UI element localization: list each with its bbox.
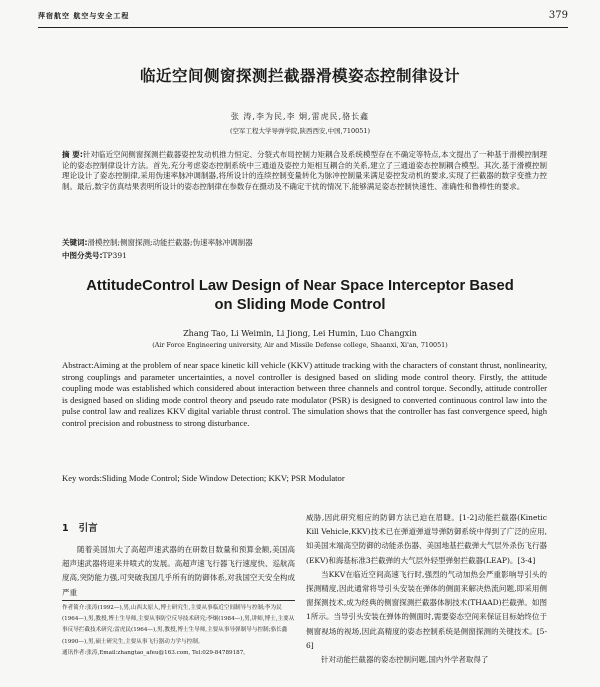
abstract-english-label: Abstract: bbox=[62, 360, 94, 370]
body-paragraph: 当KKV在临近空间高速飞行时,强烈的气动加热会严重影响导引头的探测精度,因此通常将导引头安装在弹体的侧面来解决热流问题,即采用侧窗探测技术,成为经典的侧窗探测拦截器体制技术(THAAD)拦截弹。如图1所示。当导引头安装在弹体的侧面时,需要姿态空间来保证目标始终位于侧窗视场的视场,因此高精度的姿态控制系统是侧窗探测的关键技术。[5-6] bbox=[306, 569, 547, 650]
section-heading bbox=[62, 520, 98, 534]
authors-chinese: 张 涛,李为民,李 炯,雷虎民,骆长鑫 bbox=[230, 112, 370, 121]
footnote-bio: 作者简介:张涛(1992—),男,山西太原人,博士研究生,主要从事临近空间制导与控制;李为民(1964—),男,教授,博士生导师,主要从事防空反导技术研究;李炯(1984—),男,讲师,博士,主要从事反导拦截技术研究;雷虎民(1964—),男,教授,博士生导师,主要从事导弹制导与控制;骆长鑫(1990—),男,硕士研究生,主要从事飞行器动力学与控制。 bbox=[62, 605, 295, 645]
title-english-line2: on Sliding Mode Control bbox=[214, 297, 386, 313]
footnote-rule bbox=[62, 600, 295, 601]
keywords-chinese bbox=[62, 237, 253, 248]
header-rule bbox=[38, 27, 568, 28]
journal-name: 萍宿航空 航空与安全工程 bbox=[38, 12, 130, 20]
keywords-english-text: Sliding Mode Control; Side Window Detection; KKV; PSR Modulator bbox=[101, 473, 345, 483]
keywords-english-label: Key words: bbox=[62, 473, 102, 483]
affiliation-chinese: (空军工程大学导弹学院,陕西西安,中国,710051) bbox=[229, 127, 371, 135]
body-paragraph: 针对动能拦截器的姿态控制问题,国内外学者取得了 bbox=[321, 655, 489, 665]
title-chinese: 临近空间侧窗探测拦截器滑模姿态控制律设计 bbox=[139, 67, 460, 85]
left-column bbox=[62, 543, 295, 600]
abstract-chinese-label: 摘 要: bbox=[62, 150, 83, 159]
keywords-english bbox=[62, 473, 345, 483]
intro-paragraph: 随着美国加大了高超声速武器的在研数目数量和预算金额,美国高超声速武器将迎来井喷式的发展。高超声速飞行器飞行速度快、巡航高度高,突防能力强,可突破我国几乎所有的防御体系,对我国空天安全构成严重 bbox=[62, 545, 295, 597]
title-english-line1: AttitudeControl Law Design of Near Space Interceptor Based bbox=[86, 278, 514, 294]
keywords-chinese-label: 关键词: bbox=[62, 238, 88, 247]
abstract-english-text: Aiming at the problem of near space kinetic kill vehicle (KKV) attitude tracking with the characters of constant thrust, nonlinearity, strong couplings and parameter uncertainties, a novel controller is designed based on sliding mode control theory. Firstly, the attitude coupling mode was established which considered about interaction between three channels and control torque. Secondly, attitude controller is designed based on sliding mode control theory and pseudo rate modulator (PSR) is designed to converted continuous control law into the pulse control law and realizes KKV digital variable thrust control. The simulation shows that the controller has fast convergence speed, high control precision and robustness to strong disturbance. bbox=[62, 360, 547, 428]
affiliation-english: (Air Force Engineering university, Air and Missile Defense college, Shaanxi, Xi'an, 710051) bbox=[152, 341, 448, 349]
clc-label: 中图分类号: bbox=[62, 251, 103, 260]
classification-number bbox=[62, 250, 127, 261]
footnote-contact: 通讯作者:张涛,Email:zhangtao_afeu@163.com, Tel:029-84789187。 bbox=[62, 649, 249, 656]
authors-english: Zhang Tao, Li Weimin, Li Jiong, Lei Humin, Luo Changxin bbox=[183, 329, 417, 338]
running-header bbox=[38, 10, 568, 26]
section-title: 引言 bbox=[78, 523, 98, 534]
body-paragraph: 威胁,因此研究相应的防御方法已迫在眉睫。[1-2]动能拦截器(Kinetic Kill Vehicle,KKV)技术已在弹道弹道导弹防御系统中得到了广泛的应用,如美国末端高空防御的动能杀伤器、美国地基拦截弹大气层外杀伤飞行器(EKV)和海基标准3拦截弹的大气层外轻型弹射拦截器(LEAP)。[3-4] bbox=[306, 513, 547, 565]
author-footnote bbox=[62, 603, 295, 659]
abstract-english bbox=[62, 360, 547, 430]
page-number: 379 bbox=[548, 10, 568, 21]
section-number: 1 bbox=[62, 523, 69, 534]
abstract-chinese-text: 针对临近空间侧窗探测拦截器姿控发动机推力恒定、分裂式布局控制力矩耦合及系统模型存在不确定等特点,本文提出了一种基于滑模控制理论的姿态控制律设计方法。首先,充分考虑姿态控制系统中三通道及姿控力矩相互耦合的关系,建立了三通道姿态控制耦合模型。其次,基于滑模控制理论设计了姿态控制律,采用伪速率脉冲调制器,将所设计的连续控制变量转化为脉冲控制量来满足姿控发动机的要求,实现了拦截器的数字变推力控制。最后,数字仿真结果表明所设计的姿态控制律在参数存在摄动及不确定干扰的情况下,能够满足姿态控制快速性、准确性和鲁棒性的要求。 bbox=[62, 150, 547, 191]
keywords-chinese-text: 滑模控制;侧窗探测;动能拦截器;伪速率脉冲调制器 bbox=[87, 238, 253, 247]
right-column bbox=[306, 511, 547, 667]
abstract-chinese bbox=[62, 150, 547, 192]
clc-value: TP391 bbox=[102, 251, 127, 260]
